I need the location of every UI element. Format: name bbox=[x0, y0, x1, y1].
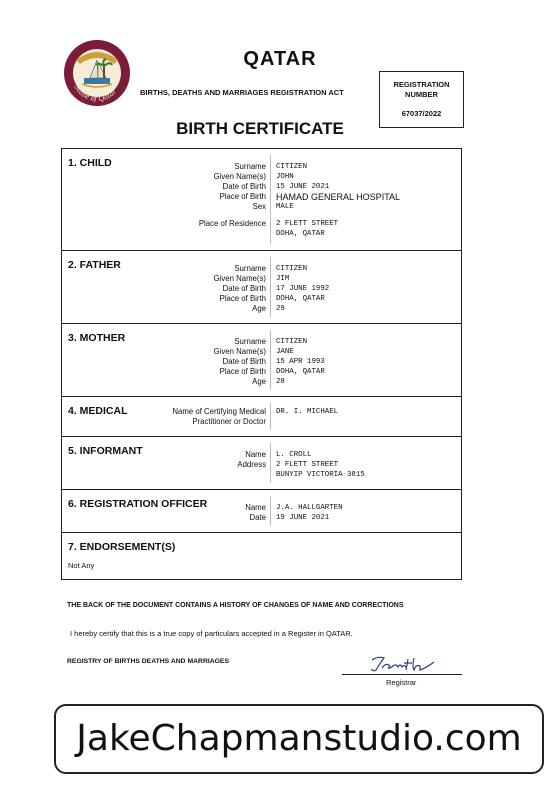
registry-name: REGISTRY OF BIRTHS DEATHS AND MARRIAGES bbox=[67, 658, 229, 665]
child-given-names: JOHN bbox=[276, 173, 294, 181]
medical-practitioner: DR. I. MICHAEL bbox=[276, 408, 339, 416]
divider bbox=[270, 155, 271, 244]
certificate-table bbox=[61, 148, 462, 580]
section-title: 3. MOTHER bbox=[68, 332, 126, 344]
divider bbox=[270, 443, 271, 483]
section-registration-officer bbox=[62, 490, 461, 533]
section-title: 1. CHILD bbox=[68, 157, 112, 169]
mother-age: 28 bbox=[276, 378, 285, 386]
officer-labels: Name Date bbox=[245, 503, 266, 522]
officer-name: J.A. HALLGARTEN bbox=[276, 504, 343, 512]
child-residence-line1: 2 FLETT STREET bbox=[276, 220, 339, 228]
section-father bbox=[62, 251, 461, 324]
mother-date-of-birth: 15 APR 1993 bbox=[276, 358, 325, 366]
child-sex: MALE bbox=[276, 203, 294, 211]
watermark-banner: JakeChapmanstudio.com bbox=[54, 704, 544, 774]
child-labels: Surname Given Name(s) Date of Birth Place of Birth Sex Place of Residence bbox=[198, 162, 266, 228]
section-medical bbox=[62, 397, 461, 437]
officer-date: 19 JUNE 2021 bbox=[276, 514, 330, 522]
divider bbox=[270, 403, 271, 430]
section-endorsement bbox=[62, 533, 461, 579]
father-age: 29 bbox=[276, 305, 285, 313]
section-mother bbox=[62, 324, 461, 397]
mother-place-of-birth: DOHA, QATAR bbox=[276, 368, 325, 376]
registration-number-label: REGISTRATION NUMBER bbox=[393, 80, 450, 99]
child-place-of-birth: HAMAD GENERAL HOSPITAL bbox=[276, 192, 401, 202]
informant-address-line1: 2 FLETT STREET bbox=[276, 461, 339, 469]
signature-line bbox=[342, 674, 462, 675]
section-title: 6. REGISTRATION OFFICER bbox=[68, 498, 208, 510]
father-surname: CITIZEN bbox=[276, 265, 308, 273]
svg-text:State of Qatar: State of Qatar bbox=[72, 83, 119, 104]
mother-given-names: JANE bbox=[276, 348, 294, 356]
certificate-title: BIRTH CERTIFICATE bbox=[176, 119, 344, 138]
divider bbox=[270, 257, 271, 317]
registration-number: 67037/2022 bbox=[401, 109, 442, 118]
section-title: 4. MEDICAL bbox=[68, 405, 128, 417]
certification-statement: I hereby certify that this is a true copy of particulars accepted in a Register in QATAR. bbox=[70, 629, 353, 638]
informant-address-line2: BUNYIP VICTORIA 3815 bbox=[276, 471, 365, 479]
mother-surname: CITIZEN bbox=[276, 338, 308, 346]
mother-values bbox=[276, 337, 325, 387]
registration-number-box bbox=[379, 71, 464, 128]
back-of-document-note: THE BACK OF THE DOCUMENT CONTAINS A HISTORY OF CHANGES OF NAME AND CORRECTIONS bbox=[67, 602, 404, 609]
section-informant bbox=[62, 437, 461, 490]
endorsement-text: Not Any bbox=[68, 561, 95, 570]
informant-labels: Name Address bbox=[237, 450, 266, 469]
section-child bbox=[62, 149, 461, 251]
father-values bbox=[276, 264, 329, 314]
divider bbox=[270, 496, 271, 526]
child-surname: CITIZEN bbox=[276, 163, 308, 171]
section-title: 5. INFORMANT bbox=[68, 445, 143, 457]
child-date-of-birth: 15 JUNE 2021 bbox=[276, 183, 330, 191]
officer-values bbox=[276, 503, 343, 523]
father-given-names: JIM bbox=[276, 275, 290, 283]
informant-name: L. CROLL bbox=[276, 451, 312, 459]
medical-values bbox=[276, 407, 338, 417]
section-title: 7. ENDORSEMENT(S) bbox=[68, 541, 176, 553]
registration-act: BIRTHS, DEATHS AND MARRIAGES REGISTRATION ACT bbox=[140, 88, 344, 97]
mother-labels: Surname Given Name(s) Date of Birth Place of Birth Age bbox=[213, 337, 266, 386]
child-values bbox=[276, 162, 400, 239]
father-date-of-birth: 17 JUNE 1992 bbox=[276, 285, 330, 293]
divider bbox=[270, 330, 271, 390]
child-residence-line2: DOHA, QATAR bbox=[276, 230, 325, 238]
informant-values bbox=[276, 450, 365, 480]
father-place-of-birth: DOHA, QATAR bbox=[276, 295, 325, 303]
registrar-signature bbox=[368, 654, 438, 674]
country-title: QATAR bbox=[243, 48, 317, 70]
medical-labels: Name of Certifying Medical Practitioner or Doctor bbox=[172, 407, 266, 426]
registrar-label: Registrar bbox=[386, 678, 417, 687]
father-labels: Surname Given Name(s) Date of Birth Place of Birth Age bbox=[213, 264, 266, 313]
section-title: 2. FATHER bbox=[68, 259, 121, 271]
